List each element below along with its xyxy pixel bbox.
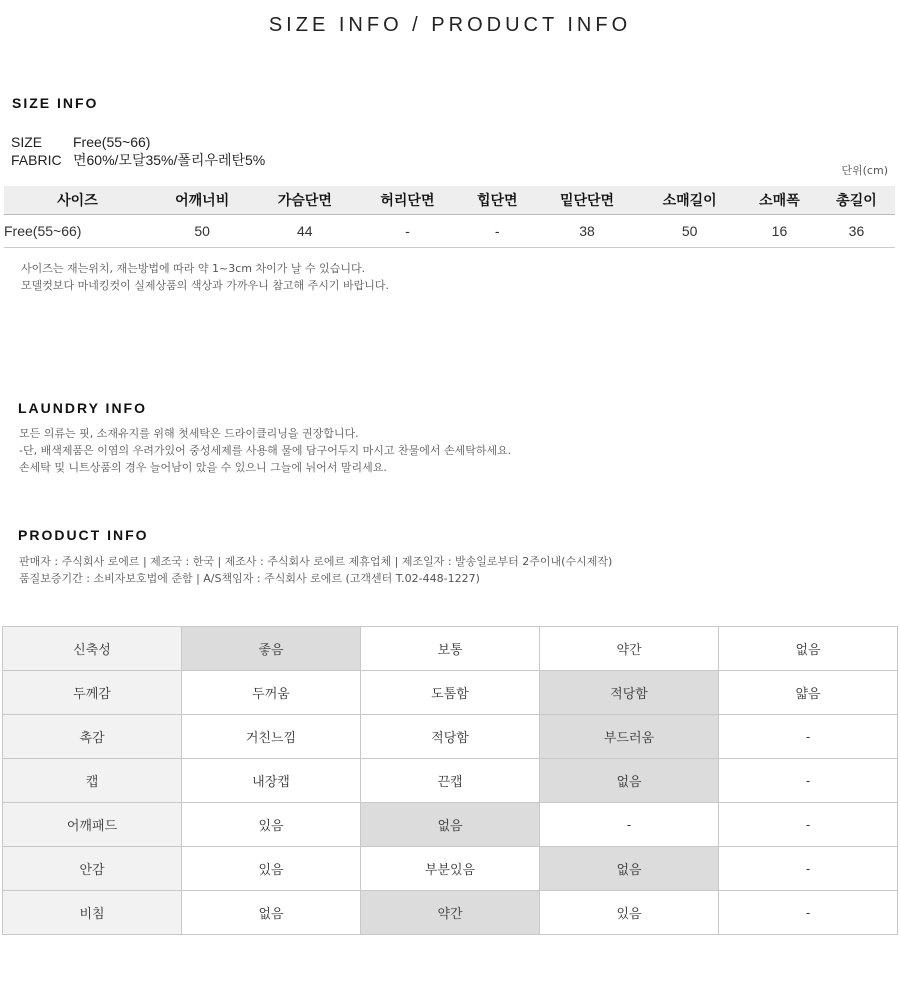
fabric-label: FABRIC: [11, 152, 62, 168]
size-table-cell: -: [356, 215, 459, 248]
property-option-selected: 없음: [540, 847, 719, 891]
laundry-notes: [19, 425, 511, 476]
size-table-header-cell: 사이즈: [4, 186, 151, 215]
property-label: 촉감: [3, 715, 182, 759]
property-option: 적당함: [361, 715, 540, 759]
property-label: 신축성: [3, 627, 182, 671]
property-option: 도톰함: [361, 671, 540, 715]
size-table-header-cell: 총길이: [818, 186, 895, 215]
size-table-cell: 36: [818, 215, 895, 248]
property-option: -: [719, 715, 898, 759]
property-label: 비침: [3, 891, 182, 935]
property-option-selected: 좋음: [182, 627, 361, 671]
size-row: [11, 134, 150, 150]
property-option: -: [540, 803, 719, 847]
product-notes: [19, 553, 612, 587]
property-row: [3, 847, 898, 891]
page-title: SIZE INFO / PRODUCT INFO: [268, 14, 632, 36]
property-row: [3, 627, 898, 671]
property-option: 없음: [719, 627, 898, 671]
size-table: [4, 186, 895, 248]
size-table-cell: 16: [741, 215, 818, 248]
size-table-header-cell: 밑단단면: [536, 186, 639, 215]
property-option: 부분있음: [361, 847, 540, 891]
size-table-header-cell: 소매길이: [638, 186, 741, 215]
property-option: -: [719, 847, 898, 891]
laundry-line: 손세탁 및 니트상품의 경우 늘어남이 았을 수 있으니 그늘에 뉘어서 말리세요.: [19, 461, 387, 474]
size-table-header-cell: 허리단면: [356, 186, 459, 215]
property-option-selected: 부드러움: [540, 715, 719, 759]
property-option-selected: 적당함: [540, 671, 719, 715]
size-table-body: [4, 215, 895, 248]
property-label: 어깨패드: [3, 803, 182, 847]
table-row: [4, 215, 895, 248]
product-line: 판매자 : 주식회사 로에르 | 제조국 : 한국 | 제조사 : 주식회사 로에르 제휴업체 | 제조일자 : 발송일로부터 2주이내(수시제작): [19, 555, 613, 568]
property-label: 안감: [3, 847, 182, 891]
property-label: 두께감: [3, 671, 182, 715]
laundry-info-heading: LAUNDRY INFO: [18, 400, 147, 416]
property-option: 끈캡: [361, 759, 540, 803]
size-notes: [21, 260, 389, 294]
size-table-header-cell: 소매폭: [741, 186, 818, 215]
product-info-heading: PRODUCT INFO: [18, 527, 149, 543]
property-row: [3, 759, 898, 803]
property-option: 있음: [540, 891, 719, 935]
property-option: 보통: [361, 627, 540, 671]
fabric-properties-table: [2, 626, 898, 935]
size-value: Free(55~66): [73, 134, 151, 150]
property-option: 두꺼움: [182, 671, 361, 715]
laundry-line: 모든 의류는 핏, 소재유지를 위해 첫세탁은 드라이클리닝을 권장합니다.: [19, 427, 359, 440]
property-option: -: [719, 891, 898, 935]
size-table-cell: 50: [151, 215, 254, 248]
property-option-selected: 없음: [361, 803, 540, 847]
property-option: -: [719, 759, 898, 803]
size-note: 사이즈는 재는위치, 재는방법에 따라 약 1~3cm 차이가 날 수 있습니다.: [21, 262, 366, 275]
fabric-value: 면60%/모달35%/폴리우레탄5%: [73, 152, 266, 168]
size-table-cell: Free(55~66): [4, 215, 151, 248]
size-table-cell: 44: [254, 215, 357, 248]
property-row: [3, 803, 898, 847]
property-option: 얇음: [719, 671, 898, 715]
laundry-line: -단, 배색제품은 이염의 우려가있어 중성세제를 사용해 물에 담구어두지 마시고 찬물에서 손세탁하세요.: [19, 444, 512, 457]
size-table-header-cell: 어깨너비: [151, 186, 254, 215]
size-note: 모델컷보다 마네킹컷이 실제상품의 색상과 가까우니 참고해 주시기 바랍니다.: [21, 279, 390, 292]
property-option: 있음: [182, 847, 361, 891]
property-option: 있음: [182, 803, 361, 847]
property-option: 거친느낌: [182, 715, 361, 759]
size-table-header-cell: 힙단면: [459, 186, 536, 215]
size-table-cell: 50: [638, 215, 741, 248]
property-label: 캡: [3, 759, 182, 803]
property-row: [3, 891, 898, 935]
property-option: 없음: [182, 891, 361, 935]
size-table-cell: -: [459, 215, 536, 248]
size-label: SIZE: [11, 134, 43, 150]
fabric-row: [11, 150, 265, 170]
size-table-cell: 38: [536, 215, 639, 248]
product-line: 품질보증기간 : 소비자보호법에 준함 | A/S책임자 : 주식회사 로에르 (고객센터 T.02-448-1227): [19, 572, 480, 585]
size-table-header-cell: 가슴단면: [254, 186, 357, 215]
property-option: -: [719, 803, 898, 847]
properties-body: [3, 627, 898, 935]
unit-label: 단위(cm): [841, 164, 888, 177]
property-option-selected: 없음: [540, 759, 719, 803]
size-info-heading: SIZE INFO: [12, 95, 99, 111]
property-option: 약간: [540, 627, 719, 671]
property-option-selected: 약간: [361, 891, 540, 935]
property-option: 내장캡: [182, 759, 361, 803]
size-table-header: [4, 186, 895, 215]
property-row: [3, 671, 898, 715]
property-row: [3, 715, 898, 759]
